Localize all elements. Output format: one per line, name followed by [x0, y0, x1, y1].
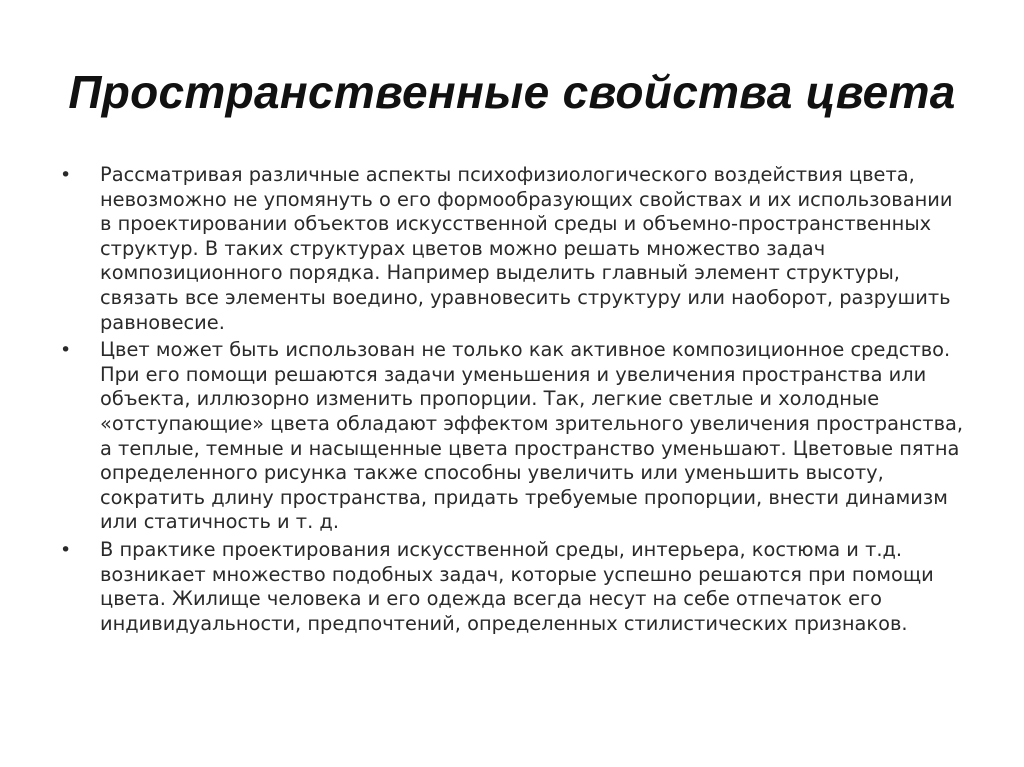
- bullet-text: Цвет может быть использован не только как активное композиционное средство. При его помощи решаются задачи уменьшения и увеличения пространства или объекта, иллюзорно изменить пропорции. Так, легкие светлые и холодные «отступающие» цвета обладают эффектом зрительного увеличения пространства, а теплые, темные и насыщенные цвета пространство уменьшают. Цветовые пятна определенного рисунка также способны увеличить или уменьшить высоту, сократить длину пространства, придать требуемые пропорции, внести динамизм или статичность и т. д.: [100, 338, 964, 534]
- slide-title: Пространственные свойства цвета: [68, 66, 956, 118]
- bullet-item: [60, 338, 970, 535]
- bullet-list: [60, 163, 970, 639]
- bullet-icon: •: [60, 538, 72, 561]
- bullet-icon: •: [60, 164, 72, 186]
- bullet-item: [60, 538, 970, 636]
- bullet-icon: •: [60, 339, 72, 362]
- bullet-text: В практике проектирования искусственной среды, интерьера, костюма и т.д. возникает множество подобных задач, которые успешно решаются при помощи цвета. Жилище человека и его одежда всегда несут на себе отпечаток его индивидуальности, предпочтений, определенных стилистических признаков.: [100, 537, 934, 635]
- bullet-item: [60, 163, 970, 335]
- bullet-text: Рассматривая различные аспекты психофизиологического воздействия цвета, невозможно не упомянуть о его формообразующих свойствах и их использовании в проектировании объектов искусственной среды и объемно-пространственных структур. В таких структурах цветов можно решать множество задач композиционного порядка. Например выделить главный элемент структуры, связать все элементы воедино, уравновесить структуру или наоборот, разрушить равновесие.: [100, 163, 953, 334]
